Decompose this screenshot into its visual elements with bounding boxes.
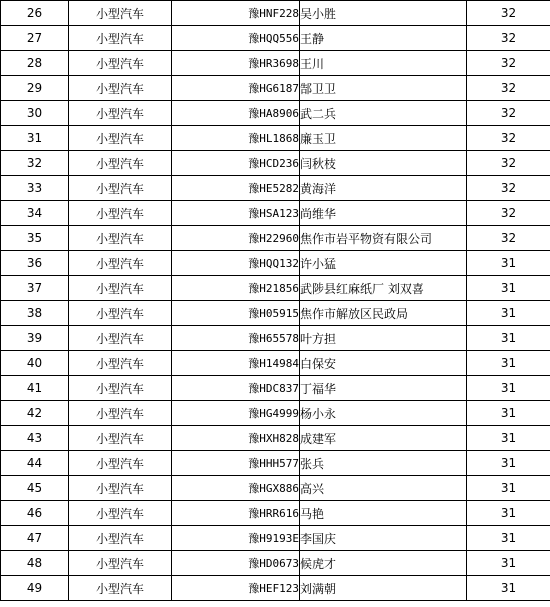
table-row bbox=[1, 526, 550, 551]
plate-number-cell: 豫HCD236 bbox=[172, 151, 300, 176]
row-number-cell: 35 bbox=[1, 226, 69, 251]
points-cell: 31 bbox=[467, 401, 550, 426]
vehicle-type-cell: 小型汽车 bbox=[69, 76, 172, 101]
table-row bbox=[1, 476, 550, 501]
row-number-cell: 43 bbox=[1, 426, 69, 451]
row-number-cell: 30 bbox=[1, 101, 69, 126]
owner-name-cell: 马艳 bbox=[300, 501, 467, 526]
points-cell: 32 bbox=[467, 76, 550, 101]
points-cell: 31 bbox=[467, 526, 550, 551]
plate-number-cell: 豫H21856 bbox=[172, 276, 300, 301]
plate-number-cell: 豫HD0673 bbox=[172, 551, 300, 576]
row-number-cell: 48 bbox=[1, 551, 69, 576]
row-number-cell: 26 bbox=[1, 1, 69, 26]
owner-name-cell: 尚维华 bbox=[300, 201, 467, 226]
owner-name-cell: 吴小胜 bbox=[300, 1, 467, 26]
vehicle-type-cell: 小型汽车 bbox=[69, 376, 172, 401]
vehicle-type-cell: 小型汽车 bbox=[69, 576, 172, 601]
table-row bbox=[1, 126, 550, 151]
row-number-cell: 33 bbox=[1, 176, 69, 201]
table-body bbox=[1, 1, 550, 601]
row-number-cell: 27 bbox=[1, 26, 69, 51]
owner-name-cell: 郜卫卫 bbox=[300, 76, 467, 101]
plate-number-cell: 豫HEF123 bbox=[172, 576, 300, 601]
owner-name-cell: 刘满朝 bbox=[300, 576, 467, 601]
points-cell: 32 bbox=[467, 1, 550, 26]
plate-number-cell: 豫HDC837 bbox=[172, 376, 300, 401]
plate-number-cell: 豫HA8906 bbox=[172, 101, 300, 126]
table-row bbox=[1, 101, 550, 126]
row-number-cell: 42 bbox=[1, 401, 69, 426]
table-row bbox=[1, 151, 550, 176]
table-row bbox=[1, 326, 550, 351]
vehicle-type-cell: 小型汽车 bbox=[69, 176, 172, 201]
row-number-cell: 40 bbox=[1, 351, 69, 376]
plate-number-cell: 豫H05915 bbox=[172, 301, 300, 326]
vehicle-type-cell: 小型汽车 bbox=[69, 476, 172, 501]
owner-name-cell: 王静 bbox=[300, 26, 467, 51]
owner-name-cell: 李国庆 bbox=[300, 526, 467, 551]
vehicle-type-cell: 小型汽车 bbox=[69, 301, 172, 326]
points-cell: 32 bbox=[467, 176, 550, 201]
owner-name-cell: 武陟县红麻纸厂 刘双喜 bbox=[300, 276, 467, 301]
plate-number-cell: 豫HE5282 bbox=[172, 176, 300, 201]
owner-name-cell: 候虎才 bbox=[300, 551, 467, 576]
owner-name-cell: 成建军 bbox=[300, 426, 467, 451]
row-number-cell: 46 bbox=[1, 501, 69, 526]
plate-number-cell: 豫HR3698 bbox=[172, 51, 300, 76]
plate-number-cell: 豫HG6187 bbox=[172, 76, 300, 101]
points-cell: 32 bbox=[467, 101, 550, 126]
vehicle-type-cell: 小型汽车 bbox=[69, 51, 172, 76]
table-row bbox=[1, 551, 550, 576]
plate-number-cell: 豫H9193E bbox=[172, 526, 300, 551]
plate-number-cell: 豫HGX886 bbox=[172, 476, 300, 501]
points-cell: 32 bbox=[467, 201, 550, 226]
table-row bbox=[1, 426, 550, 451]
table-row bbox=[1, 1, 550, 26]
owner-name-cell: 丁福华 bbox=[300, 376, 467, 401]
plate-number-cell: 豫H65578 bbox=[172, 326, 300, 351]
points-cell: 31 bbox=[467, 301, 550, 326]
owner-name-cell: 叶方担 bbox=[300, 326, 467, 351]
vehicle-type-cell: 小型汽车 bbox=[69, 501, 172, 526]
vehicle-type-cell: 小型汽车 bbox=[69, 276, 172, 301]
vehicle-type-cell: 小型汽车 bbox=[69, 326, 172, 351]
owner-name-cell: 黄海洋 bbox=[300, 176, 467, 201]
vehicle-type-cell: 小型汽车 bbox=[69, 1, 172, 26]
owner-name-cell: 焦作市岩平物资有限公司 bbox=[300, 226, 467, 251]
row-number-cell: 49 bbox=[1, 576, 69, 601]
row-number-cell: 32 bbox=[1, 151, 69, 176]
table-row bbox=[1, 76, 550, 101]
table-row bbox=[1, 401, 550, 426]
owner-name-cell: 廉玉卫 bbox=[300, 126, 467, 151]
vehicle-type-cell: 小型汽车 bbox=[69, 551, 172, 576]
plate-number-cell: 豫H14984 bbox=[172, 351, 300, 376]
points-cell: 31 bbox=[467, 351, 550, 376]
plate-number-cell: 豫HL1868 bbox=[172, 126, 300, 151]
vehicle-type-cell: 小型汽车 bbox=[69, 151, 172, 176]
points-cell: 31 bbox=[467, 501, 550, 526]
table-row bbox=[1, 51, 550, 76]
plate-number-cell: 豫HHH577 bbox=[172, 451, 300, 476]
vehicle-type-cell: 小型汽车 bbox=[69, 101, 172, 126]
vehicle-type-cell: 小型汽车 bbox=[69, 451, 172, 476]
points-cell: 32 bbox=[467, 226, 550, 251]
owner-name-cell: 武二兵 bbox=[300, 101, 467, 126]
points-cell: 31 bbox=[467, 251, 550, 276]
row-number-cell: 31 bbox=[1, 126, 69, 151]
points-cell: 31 bbox=[467, 326, 550, 351]
owner-name-cell: 许小猛 bbox=[300, 251, 467, 276]
table-row bbox=[1, 176, 550, 201]
table-row bbox=[1, 501, 550, 526]
vehicle-type-cell: 小型汽车 bbox=[69, 526, 172, 551]
points-cell: 32 bbox=[467, 151, 550, 176]
points-cell: 31 bbox=[467, 576, 550, 601]
plate-number-cell: 豫HQQ132 bbox=[172, 251, 300, 276]
owner-name-cell: 焦作市解放区民政局 bbox=[300, 301, 467, 326]
table-row bbox=[1, 276, 550, 301]
vehicle-type-cell: 小型汽车 bbox=[69, 351, 172, 376]
plate-number-cell: 豫HXH828 bbox=[172, 426, 300, 451]
table-row bbox=[1, 376, 550, 401]
owner-name-cell: 闫秋枝 bbox=[300, 151, 467, 176]
plate-number-cell: 豫HQQ556 bbox=[172, 26, 300, 51]
vehicle-type-cell: 小型汽车 bbox=[69, 201, 172, 226]
row-number-cell: 47 bbox=[1, 526, 69, 551]
vehicle-type-cell: 小型汽车 bbox=[69, 26, 172, 51]
plate-number-cell: 豫H22960 bbox=[172, 226, 300, 251]
table-row bbox=[1, 201, 550, 226]
points-cell: 32 bbox=[467, 26, 550, 51]
owner-name-cell: 白保安 bbox=[300, 351, 467, 376]
row-number-cell: 36 bbox=[1, 251, 69, 276]
points-cell: 31 bbox=[467, 451, 550, 476]
row-number-cell: 41 bbox=[1, 376, 69, 401]
row-number-cell: 45 bbox=[1, 476, 69, 501]
vehicle-type-cell: 小型汽车 bbox=[69, 226, 172, 251]
table-row bbox=[1, 301, 550, 326]
points-cell: 31 bbox=[467, 551, 550, 576]
row-number-cell: 44 bbox=[1, 451, 69, 476]
plate-number-cell: 豫HG4999 bbox=[172, 401, 300, 426]
owner-name-cell: 王川 bbox=[300, 51, 467, 76]
row-number-cell: 28 bbox=[1, 51, 69, 76]
owner-name-cell: 张兵 bbox=[300, 451, 467, 476]
table-row bbox=[1, 26, 550, 51]
table-row bbox=[1, 451, 550, 476]
points-cell: 31 bbox=[467, 426, 550, 451]
vehicle-type-cell: 小型汽车 bbox=[69, 126, 172, 151]
plate-number-cell: 豫HNF228 bbox=[172, 1, 300, 26]
plate-number-cell: 豫HSA123 bbox=[172, 201, 300, 226]
row-number-cell: 38 bbox=[1, 301, 69, 326]
points-cell: 32 bbox=[467, 51, 550, 76]
plate-number-cell: 豫HRR616 bbox=[172, 501, 300, 526]
points-cell: 31 bbox=[467, 476, 550, 501]
owner-name-cell: 高兴 bbox=[300, 476, 467, 501]
owner-name-cell: 杨小永 bbox=[300, 401, 467, 426]
vehicle-type-cell: 小型汽车 bbox=[69, 251, 172, 276]
row-number-cell: 34 bbox=[1, 201, 69, 226]
row-number-cell: 29 bbox=[1, 76, 69, 101]
vehicle-type-cell: 小型汽车 bbox=[69, 401, 172, 426]
row-number-cell: 39 bbox=[1, 326, 69, 351]
points-cell: 31 bbox=[467, 276, 550, 301]
table-row bbox=[1, 576, 550, 601]
points-cell: 32 bbox=[467, 126, 550, 151]
points-cell: 31 bbox=[467, 376, 550, 401]
table-row bbox=[1, 251, 550, 276]
row-number-cell: 37 bbox=[1, 276, 69, 301]
table-row bbox=[1, 226, 550, 251]
vehicle-type-cell: 小型汽车 bbox=[69, 426, 172, 451]
table-row bbox=[1, 351, 550, 376]
